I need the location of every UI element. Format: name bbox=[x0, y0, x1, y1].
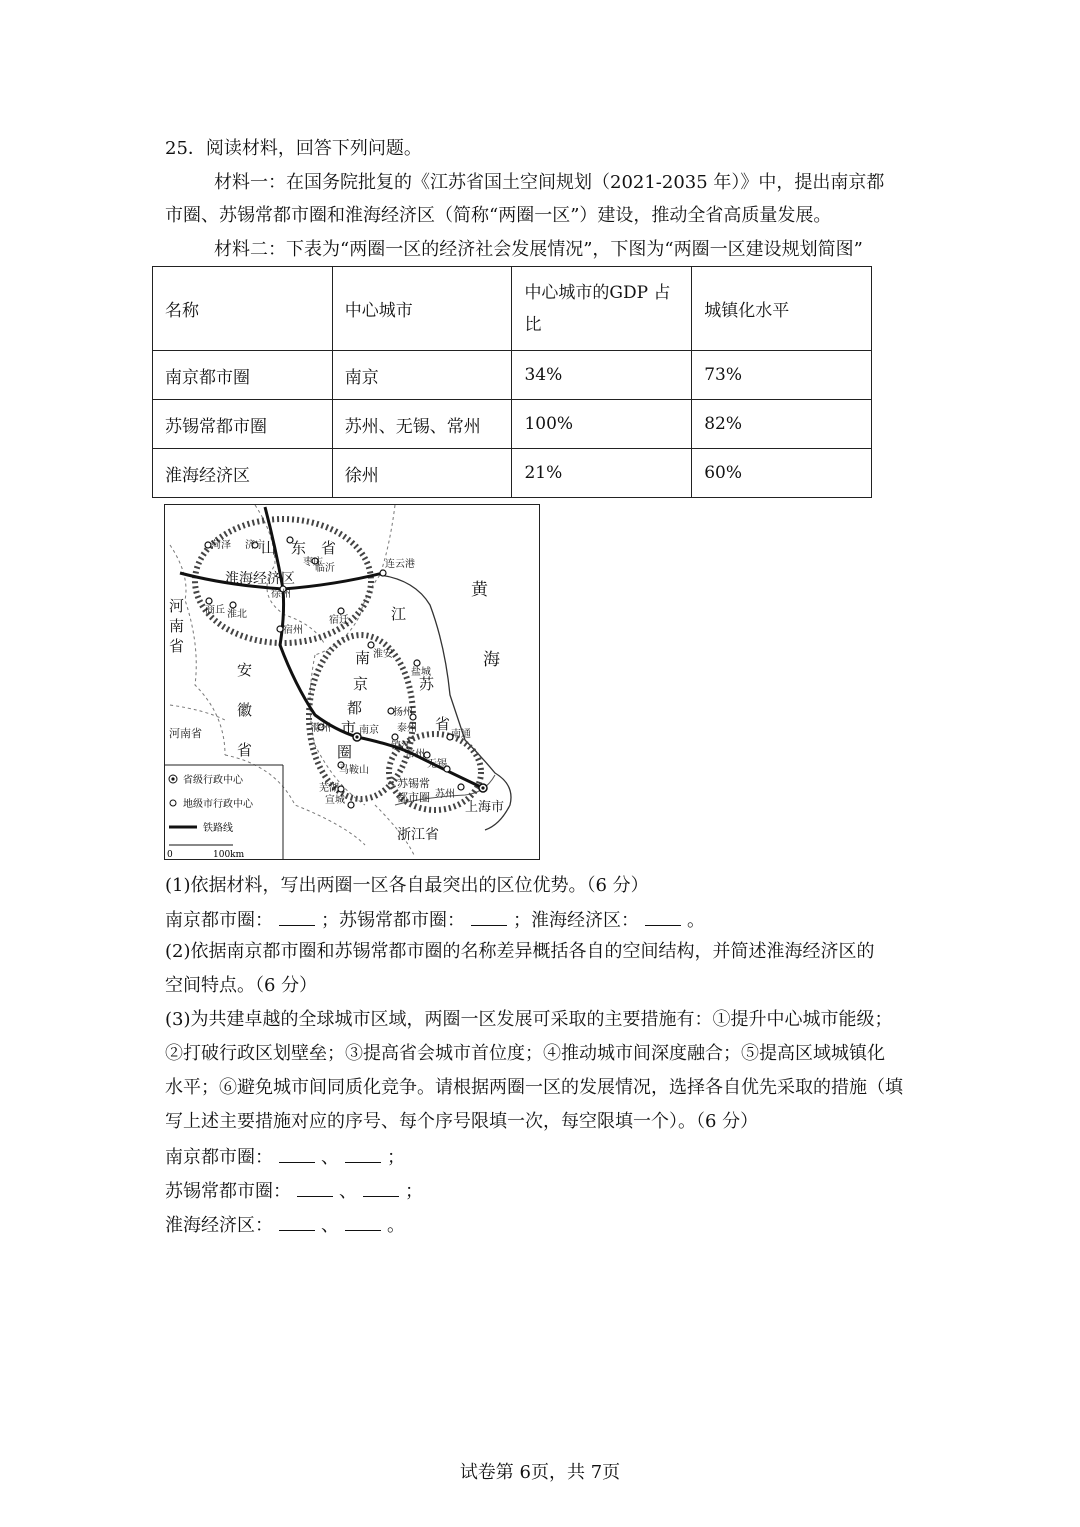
map-label: 苏 bbox=[419, 675, 435, 693]
semicolon: ； bbox=[387, 1147, 405, 1168]
answer-label: 苏锡常都市圈： bbox=[165, 1181, 291, 1202]
separator: 、 bbox=[321, 1147, 339, 1168]
table-cell: 73% bbox=[692, 351, 872, 400]
map-label: 南通 bbox=[451, 729, 471, 740]
map-label: 宿州 bbox=[283, 625, 303, 636]
semicolon: ； bbox=[405, 1181, 423, 1202]
map-label: 枣庄 bbox=[303, 557, 323, 568]
map-label: 盐城 bbox=[411, 667, 431, 678]
q1-label-xsc: ；苏锡常都市圈： bbox=[321, 910, 465, 931]
separator: 、 bbox=[321, 1215, 339, 1236]
answer-blank[interactable] bbox=[471, 907, 507, 926]
table-header-cell: 城镇化水平 bbox=[692, 267, 872, 351]
map-label: 临沂 bbox=[315, 563, 335, 574]
q1-end: 。 bbox=[687, 910, 705, 931]
scale-zero: 0 bbox=[167, 850, 173, 859]
map-label: 都市圈 bbox=[397, 791, 430, 804]
map-label: 济宁 bbox=[245, 540, 265, 551]
table-cell: 34% bbox=[512, 351, 692, 400]
material-1-line-2: 市圈、苏锡常都市圈和淮海经济区（简称“两圈一区”）建设，推动全省高质量发展。 bbox=[165, 205, 832, 226]
map-label: 省 bbox=[435, 715, 451, 733]
map-label: 省 bbox=[169, 637, 185, 655]
sub-question-3-line-2: ②打破行政区划壁垒；③提高省会城市首位度；④推动城市间深度融合；⑤提高区域城镇化 bbox=[165, 1043, 885, 1064]
table-cell: 苏锡常都市圈 bbox=[153, 400, 333, 449]
separator: 、 bbox=[339, 1181, 357, 1202]
table-header-cell: 中心城市 bbox=[332, 267, 512, 351]
answer-blank[interactable] bbox=[345, 1212, 381, 1231]
table-header-row bbox=[153, 267, 872, 351]
table-cell: 苏州、无锡、常州 bbox=[332, 400, 512, 449]
answer-blank[interactable] bbox=[279, 1144, 315, 1163]
q3-answer-xsc bbox=[165, 1178, 423, 1204]
map-label: 河南省 bbox=[169, 727, 202, 740]
legend-railway: 铁路线 bbox=[203, 823, 233, 834]
map-label: 商丘 bbox=[205, 605, 225, 616]
q1-label-huaihai: ；淮海经济区： bbox=[513, 910, 639, 931]
map-label: 泰州 bbox=[397, 723, 417, 734]
page-footer: 试卷第 6页，共 7页 bbox=[459, 1462, 621, 1483]
map-label: 徽 bbox=[237, 701, 253, 719]
answer-blank[interactable] bbox=[297, 1178, 333, 1197]
map-label: 安 bbox=[237, 661, 253, 679]
map-label: 苏州 bbox=[435, 789, 455, 800]
map-label: 河 bbox=[169, 597, 185, 615]
scale-distance: 100km bbox=[213, 850, 245, 859]
map-label: 市 bbox=[341, 719, 357, 737]
table-cell: 82% bbox=[692, 400, 872, 449]
answer-blank[interactable] bbox=[363, 1178, 399, 1197]
map-label: 南京 bbox=[359, 725, 379, 736]
material-1-line-1: 材料一：在国务院批复的《江苏省国土空间规划（2021-2035 年）》中，提出南京都 bbox=[214, 172, 885, 193]
table-header-cell: 名称 bbox=[153, 267, 333, 351]
development-table bbox=[152, 266, 872, 498]
table-cell: 南京都市圈 bbox=[153, 351, 333, 400]
answer-blank[interactable] bbox=[279, 907, 315, 926]
q1-label-nanjing: 南京都市圈： bbox=[165, 910, 273, 931]
map-legend bbox=[165, 765, 283, 859]
sub-question-2-line-1: (2)依据南京都市圈和苏锡常都市圈的名称差异概括各自的空间结构，并简述淮海经济区的 bbox=[165, 941, 875, 962]
sub-question-3-line-3: 水平；⑥避免城市间同质化竞争。请根据两圈一区的发展情况，选择各自优先采取的措施（填 bbox=[165, 1077, 903, 1098]
map-label: 滁州 bbox=[311, 723, 331, 734]
sub-question-3-line-1: (3)为共建卓越的全球城市区域，两圈一区发展可采取的主要措施有：①提升中心城市能级； bbox=[165, 1009, 893, 1030]
period: 。 bbox=[387, 1215, 405, 1236]
map-label: 宿迁 bbox=[329, 615, 349, 626]
table-cell: 淮海经济区 bbox=[153, 449, 333, 498]
map-label: 无锡 bbox=[427, 759, 447, 770]
answer-blank[interactable] bbox=[279, 1212, 315, 1231]
map-label: 省 bbox=[237, 741, 253, 759]
table-row bbox=[153, 400, 872, 449]
map-label: 海 bbox=[483, 650, 500, 670]
q3-answer-nanjing bbox=[165, 1144, 405, 1170]
map-label: 淮安 bbox=[373, 649, 393, 660]
material-2: 材料二：下表为“两圈一区的经济社会发展情况”，下图为“两圈一区建设规划简图” bbox=[214, 239, 863, 260]
map-label: 镇江 bbox=[391, 741, 411, 752]
map-label: 浙江省 bbox=[397, 827, 439, 843]
table-row bbox=[153, 351, 872, 400]
map-label: 芜湖 bbox=[319, 783, 339, 794]
table-cell: 100% bbox=[512, 400, 692, 449]
map-label: 都 bbox=[347, 699, 363, 717]
table-header-cell: 中心城市的GDP 占比 bbox=[512, 267, 692, 351]
q1-answer-line bbox=[165, 907, 705, 933]
map-label: 宣城 bbox=[325, 795, 345, 806]
map-label: 淮海经济区 bbox=[225, 571, 295, 587]
table-cell: 21% bbox=[512, 449, 692, 498]
question-title: 25．阅读材料，回答下列问题。 bbox=[165, 138, 422, 159]
map-label: 黄 bbox=[471, 580, 488, 600]
map-label: 京 bbox=[353, 675, 369, 693]
answer-label: 南京都市圈： bbox=[165, 1147, 273, 1168]
map-label: 淮北 bbox=[227, 609, 247, 620]
sub-question-1: (1)依据材料，写出两圈一区各自最突出的区位优势。（6 分） bbox=[165, 875, 649, 896]
table-row bbox=[153, 449, 872, 498]
legend-provincial: 省级行政中心 bbox=[183, 775, 243, 786]
map-label: 连云港 bbox=[385, 559, 415, 570]
map-label: 南 bbox=[169, 617, 185, 635]
answer-blank[interactable] bbox=[645, 907, 681, 926]
answer-label: 淮海经济区： bbox=[165, 1215, 273, 1236]
map-label: 圈 bbox=[337, 743, 353, 761]
map-label: 江 bbox=[391, 605, 407, 623]
map-label: 菏泽 bbox=[211, 540, 231, 551]
map-label: 山 东 省 bbox=[261, 539, 337, 557]
map-label: 常州 bbox=[405, 749, 425, 760]
map-label: 苏锡常 bbox=[397, 777, 430, 790]
table-cell: 徐州 bbox=[332, 449, 512, 498]
city-labels bbox=[169, 538, 471, 806]
sub-question-3-line-4: 写上述主要措施对应的序号、每个序号限填一次，每空限填一个）。（6 分） bbox=[165, 1111, 759, 1132]
answer-blank[interactable] bbox=[345, 1144, 381, 1163]
map-label: 南 bbox=[355, 649, 371, 667]
map-label: 上海市 bbox=[465, 800, 505, 815]
map-label: 扬州 bbox=[393, 707, 413, 718]
sub-question-2-line-2: 空间特点。（6 分） bbox=[165, 975, 318, 996]
q3-answer-huaihai bbox=[165, 1212, 405, 1238]
map-label: 徐州 bbox=[271, 589, 291, 600]
planning-map bbox=[164, 504, 540, 860]
legend-prefectural: 地级市行政中心 bbox=[183, 799, 253, 810]
map-label: 马鞍山 bbox=[339, 765, 369, 776]
table-cell: 60% bbox=[692, 449, 872, 498]
table-cell: 南京 bbox=[332, 351, 512, 400]
